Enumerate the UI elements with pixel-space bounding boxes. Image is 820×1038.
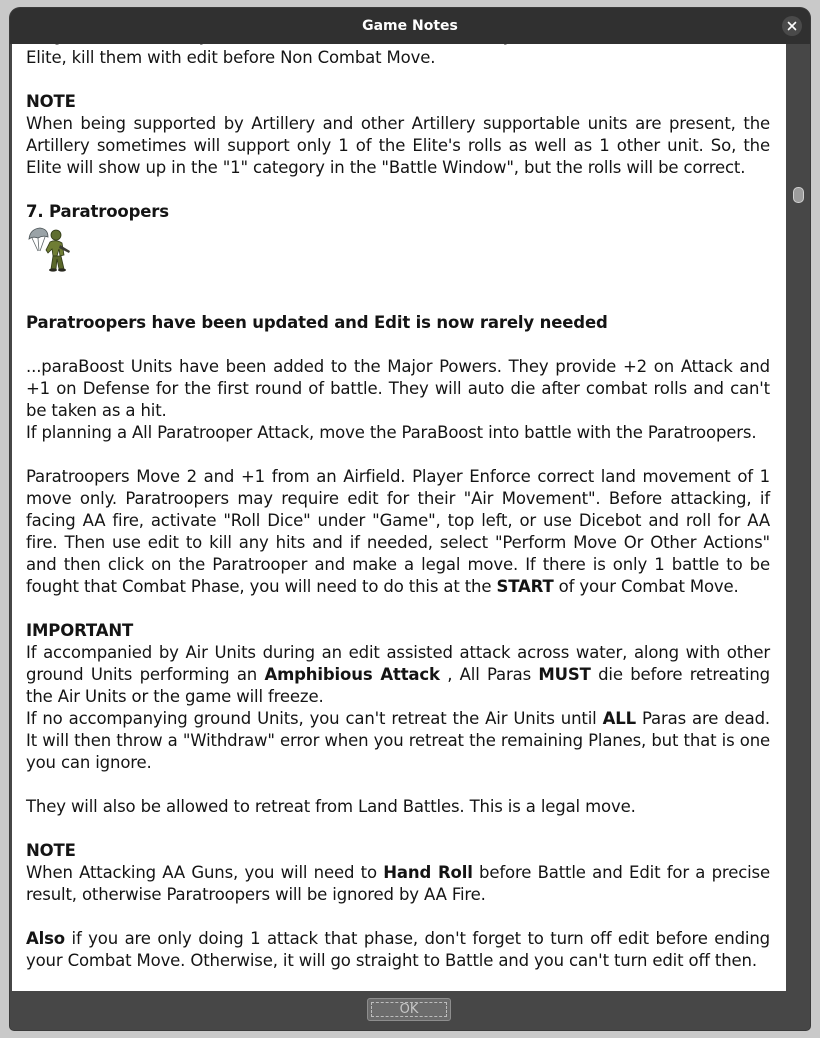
important-text-3: die before retreating the Air Units or the game will freeze. xyxy=(26,665,770,706)
important-text-2: , All Paras xyxy=(439,665,539,684)
paratrooper-icon xyxy=(26,225,74,273)
hand-roll-bold: Hand Roll xyxy=(383,863,473,882)
notes-text xyxy=(26,44,770,972)
note-artillery-text: When being supported by Artillery and other Artillery supportable units are present, the Artillery sometimes will support only 1 of the Elite's rolls as well as 1 other unit. So, the Elite will show up in the "1" category in the "Battle Window", but the rolls will be correct. xyxy=(26,114,770,177)
movement-paragraph xyxy=(26,466,770,598)
player-enforced-text: Elite, kill them with edit before Non Combat Move. xyxy=(26,48,436,67)
planning-text: If planning a All Paratrooper Attack, move the ParaBoost into battle with the Paratroopers. xyxy=(26,423,757,442)
aa-guns-text-1: When Attacking AA Guns, you will need to xyxy=(26,863,384,882)
section-heading-paratroopers: 7. Paratroopers xyxy=(26,202,169,221)
game-notes-dialog xyxy=(10,8,810,1030)
note-heading: NOTE xyxy=(26,92,76,111)
paratroopers-updated-heading: Paratroopers have been updated and Edit is now rarely needed xyxy=(26,313,608,332)
paraboost-text: ...paraBoost Units have been added to the Major Powers. They provide +2 on Attack and +1 on Defense for the first round of battle. They will auto die after combat rolls and can't be taken as a hit. xyxy=(26,357,770,420)
title-bar[interactable] xyxy=(10,8,810,44)
note-heading-2: NOTE xyxy=(26,841,76,860)
close-button[interactable] xyxy=(782,16,802,36)
no-ground-text-1: If no accompanying ground Units, you can't retreat the Air Units until xyxy=(26,709,603,728)
dialog-footer xyxy=(10,991,810,1030)
movement-start-bold: START xyxy=(496,577,554,596)
close-icon xyxy=(787,21,797,31)
movement-text-end: of your Combat Move. xyxy=(553,577,739,596)
ok-button-label: OK xyxy=(371,1002,447,1017)
window-title: Game Notes xyxy=(362,18,458,34)
must-bold: MUST xyxy=(538,665,591,684)
no-ground-text-2: Paras are dead. It will then throw a "Withdraw" error when you retreat the remaining Planes, but that is one you can ignore. xyxy=(26,709,770,772)
also-bold: Also xyxy=(26,929,65,948)
aa-guns-text-2: before Battle and Edit for a precise result, otherwise Paratroopers will be ignored by AA Fire. xyxy=(26,863,770,904)
no-ground-paragraph xyxy=(26,708,770,774)
important-text-1: If accompanied by Air Units during an edit assisted attack across water, along with other ground Units performing an xyxy=(26,643,770,684)
also-paragraph xyxy=(26,928,770,972)
all-bold: ALL xyxy=(602,709,636,728)
movement-text: Paratroopers Move 2 and +1 from an Airfield. Player Enforce correct land movement of 1 move only. Paratroopers may require edit for their "Air Movement". Before attacking, if facing AA fire, activate "Roll Dice" under "Game", top left, or use Dicebot and roll for AA fire. Then use edit to kill any hits and if needed, select "Perform Move Or Other Actions" and then click on the Paratrooper and make a legal move. If there is only 1 battle to be fought that Combat Phase, you will need to do this at the xyxy=(26,467,770,596)
vertical-scrollbar[interactable] xyxy=(786,44,810,991)
ok-button[interactable] xyxy=(367,998,451,1021)
also-text: if you are only doing 1 attack that phase, don't forget to turn off edit before ending your Combat Move. Otherwise, it will go straight to Battle and you can't turn edit off then. xyxy=(26,929,770,970)
important-paragraph xyxy=(26,642,770,708)
player-enforced-label xyxy=(26,44,171,45)
important-heading: IMPORTANT xyxy=(26,621,134,640)
retreat-text: They will also be allowed to retreat from Land Battles. This is a legal move. xyxy=(26,797,636,816)
aa-guns-paragraph xyxy=(26,862,770,906)
scrollbar-thumb[interactable] xyxy=(793,187,804,203)
player-enforced-paragraph xyxy=(26,44,770,69)
notes-content[interactable] xyxy=(12,44,786,991)
amphibious-attack-bold: Amphibious Attack xyxy=(264,665,440,684)
